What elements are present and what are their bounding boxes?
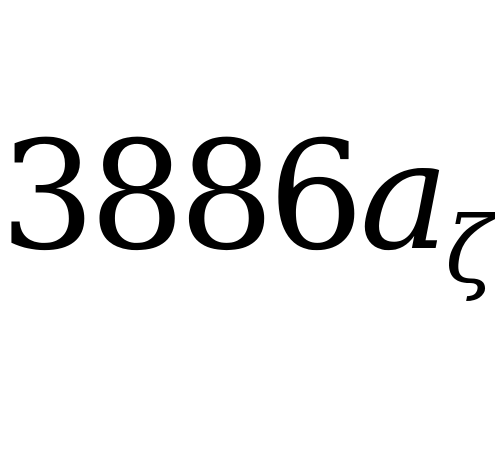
subscript-symbol: ζ	[445, 197, 495, 304]
math-expression	[0, 110, 495, 304]
variable-symbol: a	[359, 110, 450, 284]
coefficient-number: 3886	[0, 110, 358, 284]
